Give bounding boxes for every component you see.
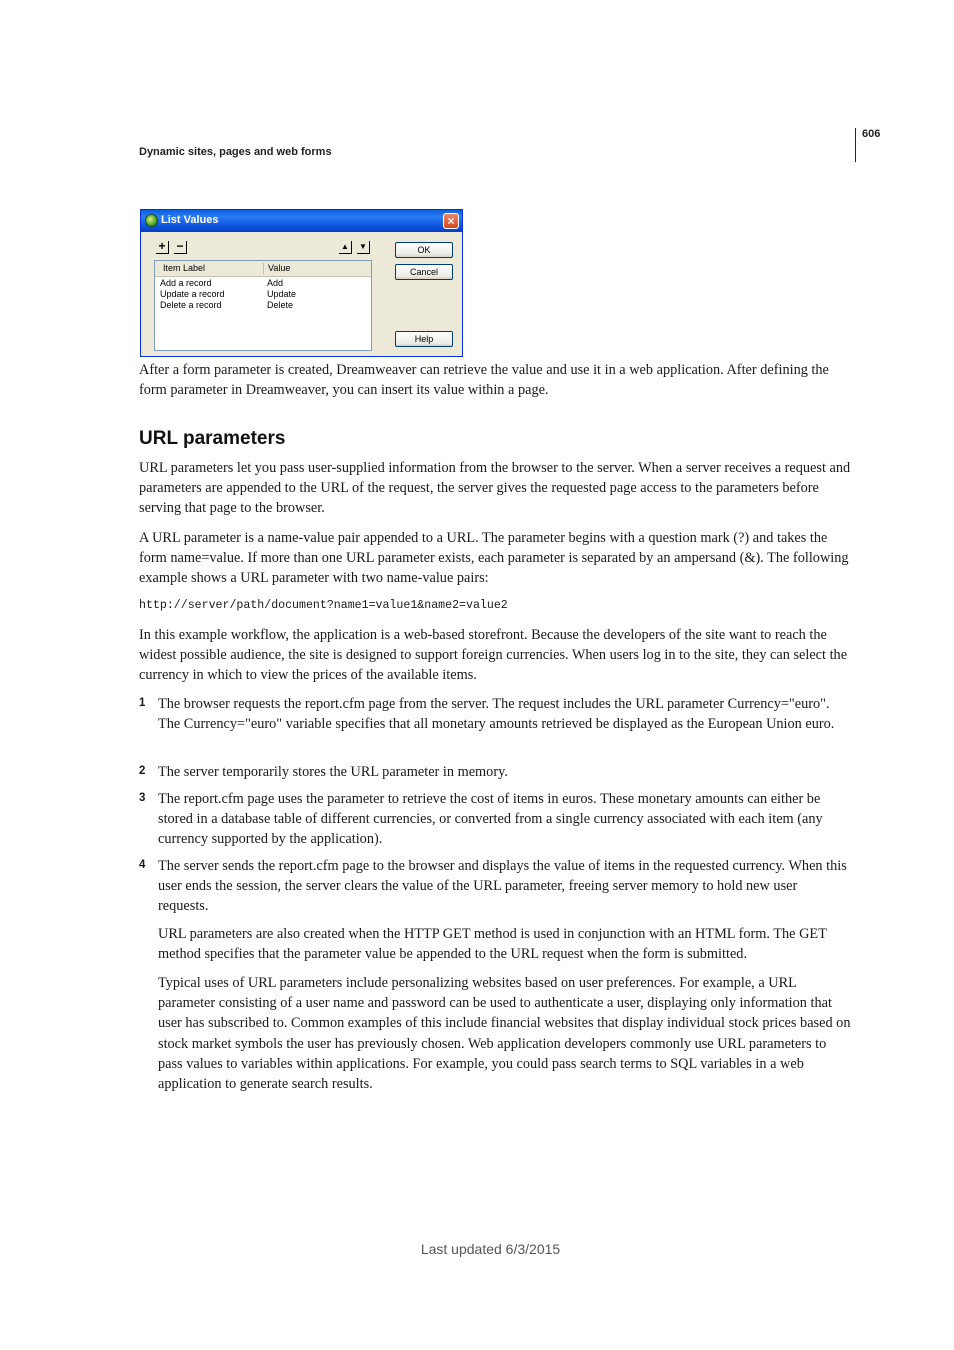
row-label: Add a record xyxy=(160,278,212,288)
dialog-titlebar xyxy=(141,210,462,232)
cancel-button[interactable]: Cancel xyxy=(395,264,453,280)
code-example: http://server/path/document?name1=value1&name2=value2 xyxy=(139,599,508,612)
page-number: 606 xyxy=(862,128,881,140)
list-header xyxy=(155,261,371,277)
dialog-title: List Values xyxy=(161,214,219,226)
row-label: Delete a record xyxy=(160,300,222,310)
column-header-item-label[interactable]: Item Label xyxy=(163,263,206,273)
step-text: The server sends the report.cfm page to the browser and displays the value of items in the requested currency. When this user ends the session, the server clears the value of the URL parameter, freeing server memory to hold new user requests. xyxy=(158,858,847,915)
last-updated: Last updated 6/3/2015 xyxy=(420,1241,561,1257)
step-text: The report.cfm page uses the parameter to retrieve the cost of items in euros. These monetary amounts can either be stored in a database table of different currencies, or converted from a single currency associated with each item (any currency supported by the application). xyxy=(158,791,823,848)
column-divider xyxy=(263,263,264,274)
body-paragraph: URL parameters let you pass user-supplied information from the browser to the server. When a server receives a request and parameters are appended to the URL of the request, the server gives the requested page access to the parameters before serving that page to the browser. xyxy=(139,460,851,517)
dreamweaver-app-icon xyxy=(145,214,158,227)
step-number: 1 xyxy=(139,697,146,709)
move-down-button[interactable]: ▼ xyxy=(357,241,370,254)
body-paragraph: A URL parameter is a name-value pair appended to a URL. The parameter begins with a question mark (?) and takes the form name=value. If more than one URL parameter exists, each parameter is separated by an ampersand (&). The following example shows a URL parameter with two name-value pairs: xyxy=(139,530,849,587)
intro-paragraph: After a form parameter is created, Dreamweaver can retrieve the value and use it in a web application. After defining the form parameter in Dreamweaver, you can insert its value within a page. xyxy=(139,362,829,399)
values-list[interactable] xyxy=(154,260,372,351)
close-icon[interactable]: × xyxy=(443,213,459,229)
add-item-button[interactable]: + xyxy=(156,241,169,254)
row-value: Delete xyxy=(267,300,294,310)
section-heading: URL parameters xyxy=(139,428,286,449)
step-number: 3 xyxy=(139,792,146,804)
list-row[interactable] xyxy=(155,300,371,311)
header-divider xyxy=(855,128,856,162)
indented-paragraph: Typical uses of URL parameters include personalizing websites based on user preferences. For example, a URL parameter consisting of a user name and password can be used to authenticate a user, displaying only information that user has subscribed to. Common examples of this include financial websites that display individual stock prices based on stock market symbols the user has previously chosen. Web application developers commonly use URL parameters to pass values to variables within applications. For example, you could pass search terms to SQL variables in a web application to generate search results. xyxy=(158,975,851,1093)
column-header-value[interactable]: Value xyxy=(268,263,291,273)
remove-item-button[interactable]: − xyxy=(174,241,187,254)
step-number: 2 xyxy=(139,765,146,777)
help-button[interactable]: Help xyxy=(395,331,453,347)
running-header: Dynamic sites, pages and web forms xyxy=(139,146,332,158)
step-text: The browser requests the report.cfm page from the server. The request includes the URL parameter Currency="euro". The Currency="euro" variable specifies that all monetary amounts retrieved be displayed as the European Union euro. xyxy=(158,696,835,733)
move-up-button[interactable]: ▲ xyxy=(339,241,352,254)
indented-paragraph: URL parameters are also created when the HTTP GET method is used in conjunction with an HTML form. The GET method specifies that the parameter value be appended to the URL request when the form is submitted. xyxy=(158,926,827,963)
list-row[interactable] xyxy=(155,278,371,289)
row-value: Add xyxy=(267,278,284,288)
list-row[interactable] xyxy=(155,289,371,300)
step-text: The server temporarily stores the URL parameter in memory. xyxy=(158,764,508,780)
list-values-dialog xyxy=(140,209,463,357)
body-paragraph: In this example workflow, the application is a web-based storefront. Because the developers of the site want to reach the widest possible audience, the site is designed to support foreign currencies. When users log in to the site, they can select the currency in which to view the prices of the available items. xyxy=(139,627,848,684)
row-label: Update a record xyxy=(160,289,225,299)
row-value: Update xyxy=(267,289,297,299)
ok-button[interactable]: OK xyxy=(395,242,453,258)
step-number: 4 xyxy=(139,859,146,871)
page-footer xyxy=(0,1241,954,1257)
